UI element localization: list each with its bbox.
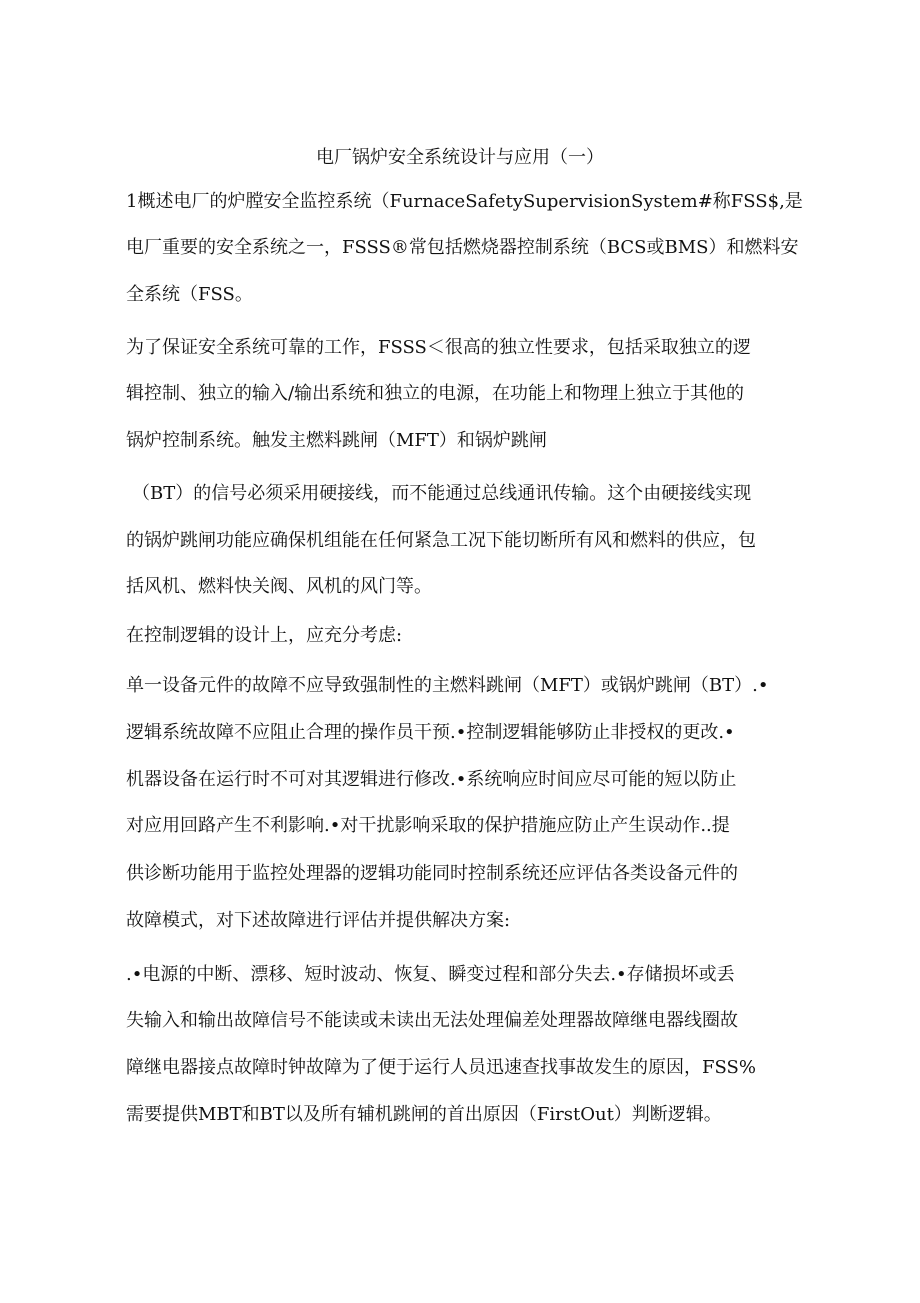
- paragraph-line: 为了保证安全系统可靠的工作，FSSS＜很高的独立性要求，包括采取独立的逻: [126, 337, 751, 358]
- paragraph-line: 障继电器接点故障时钟故障为了便于运行人员迅速查找事故发生的原因，FSS%: [126, 1057, 756, 1078]
- paragraph-line: 锅炉控制系统。触发主燃料跳闸（MFT）和锅炉跳闸: [126, 430, 547, 451]
- paragraph-line: 全系统（FSS。: [126, 284, 253, 305]
- paragraph-line: 1概述电厂的炉膛安全监控系统（FurnaceSafetySupervisionSystem#称FSS$,是: [126, 191, 803, 212]
- paragraph-line: 的锅炉跳闸功能应确保机组能在任何紧急工况下能切断所有风和燃料的供应，包: [126, 530, 756, 551]
- paragraph-line: .•电源的中断、漂移、短时波动、恢复、瞬变过程和部分失去.•存储损坏或丢: [126, 964, 735, 985]
- document-title: 电厂锅炉安全系统设计与应用（一）: [316, 147, 604, 168]
- paragraph-line: 辑控制、独立的输入/输出系统和独立的电源，在功能上和物理上独立于其他的: [126, 383, 745, 404]
- paragraph-line: （BT）的信号必须采用硬接线，而不能通过总线通讯传输。这个由硬接线实现: [132, 483, 752, 504]
- paragraph-line: 失输入和输出故障信号不能读或未读出无法处理偏差处理器故障继电器线圈故: [126, 1010, 738, 1031]
- paragraph-line: 电厂重要的安全系统之一，FSSS®常包括燃烧器控制系统（BCS或BMS）和燃料安: [126, 237, 799, 258]
- paragraph-line: 单一设备元件的故障不应导致强制性的主燃料跳闸（MFT）或锅炉跳闸（BT）.•: [126, 675, 769, 696]
- paragraph-line: 故障模式，对下述故障进行评估并提供解决方案:: [126, 910, 511, 931]
- paragraph-line: 机器设备在运行时不可对其逻辑进行修改.•系统响应时间应尽可能的短以防止: [126, 769, 737, 790]
- paragraph-line: 供诊断功能用于监控处理器的逻辑功能同时控制系统还应评估各类设备元件的: [126, 863, 738, 884]
- paragraph-line: 逻辑系统故障不应阻止合理的操作员干预.•控制逻辑能够防止非授权的更改.•: [126, 722, 735, 743]
- paragraph-line: 对应用回路产生不利影响.•对干扰影响采取的保护措施应防止产生误动作..提: [126, 815, 730, 836]
- paragraph-line: 括风机、燃料快关阀、风机的风门等。: [126, 576, 432, 597]
- paragraph-line: 需要提供MBT和BT以及所有辅机跳闸的首出原因（FirstOut）判断逻辑。: [126, 1104, 722, 1125]
- paragraph-line: 在控制逻辑的设计上，应充分考虑:: [126, 625, 403, 646]
